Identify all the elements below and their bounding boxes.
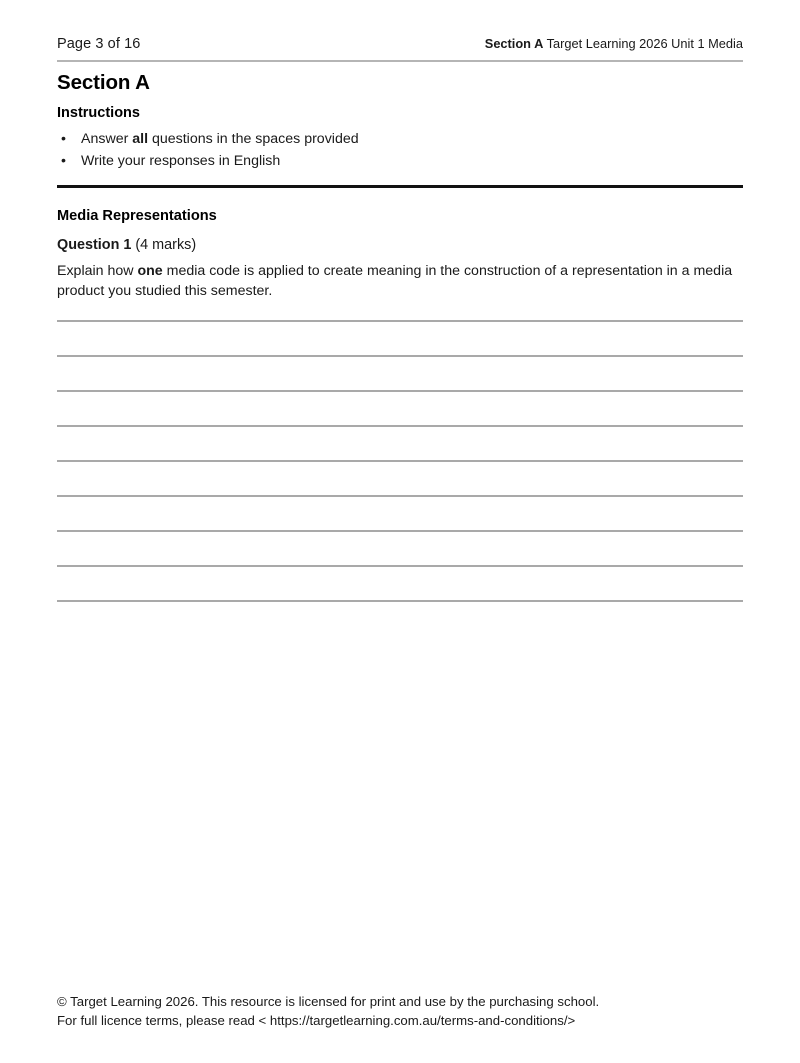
instructions-heading: Instructions — [57, 105, 140, 121]
instruction-text-prefix: Answer — [81, 131, 133, 147]
bullet-icon: • — [61, 131, 66, 147]
answer-line[interactable] — [57, 320, 743, 322]
answer-lines[interactable] — [57, 320, 743, 635]
answer-line[interactable] — [57, 355, 743, 357]
footer-licence-url: For full licence terms, please read < https://targetlearning.com.au/terms-and-conditions/> — [57, 1013, 576, 1028]
footer-copyright: © Target Learning 2026. This resource is licensed for print and use by the purchasing school. — [57, 994, 600, 1009]
instructions-list — [57, 128, 743, 172]
header-divider — [57, 60, 743, 62]
instruction-emphasis: all — [132, 131, 149, 147]
question-label — [57, 237, 196, 253]
page-indicator: Page 3 of 16 — [57, 36, 141, 52]
list-item — [57, 150, 743, 172]
topic-heading: Media Representations — [57, 208, 217, 224]
bullet-icon: • — [61, 153, 66, 169]
running-header — [57, 36, 743, 52]
instruction-text-suffix: questions in the spaces provided — [148, 131, 359, 147]
header-source-detail: Target Learning 2026 Unit 1 Media — [543, 36, 743, 51]
question-text — [57, 262, 745, 301]
question-marks: (4 marks) — [131, 237, 197, 253]
answer-line[interactable] — [57, 425, 743, 427]
answer-line[interactable] — [57, 530, 743, 532]
answer-line[interactable] — [57, 565, 743, 567]
answer-line[interactable] — [57, 390, 743, 392]
question-text-part1: Explain how — [57, 263, 138, 279]
page-title: Section A — [57, 71, 150, 94]
question-number: Question 1 — [57, 237, 132, 253]
header-source-label — [485, 36, 743, 51]
question-text-emphasis: one — [137, 263, 163, 279]
footer — [57, 992, 757, 1030]
answer-line[interactable] — [57, 460, 743, 462]
header-section-name: Section A — [484, 36, 544, 51]
instruction-text-prefix: Write your responses in English — [81, 153, 281, 169]
section-divider — [57, 185, 743, 188]
question-text-part2: media code is applied to create meaning in the construction of a representation in a media product you studied this semester. — [57, 263, 733, 299]
answer-line[interactable] — [57, 600, 743, 602]
list-item — [57, 128, 743, 150]
answer-line[interactable] — [57, 495, 743, 497]
